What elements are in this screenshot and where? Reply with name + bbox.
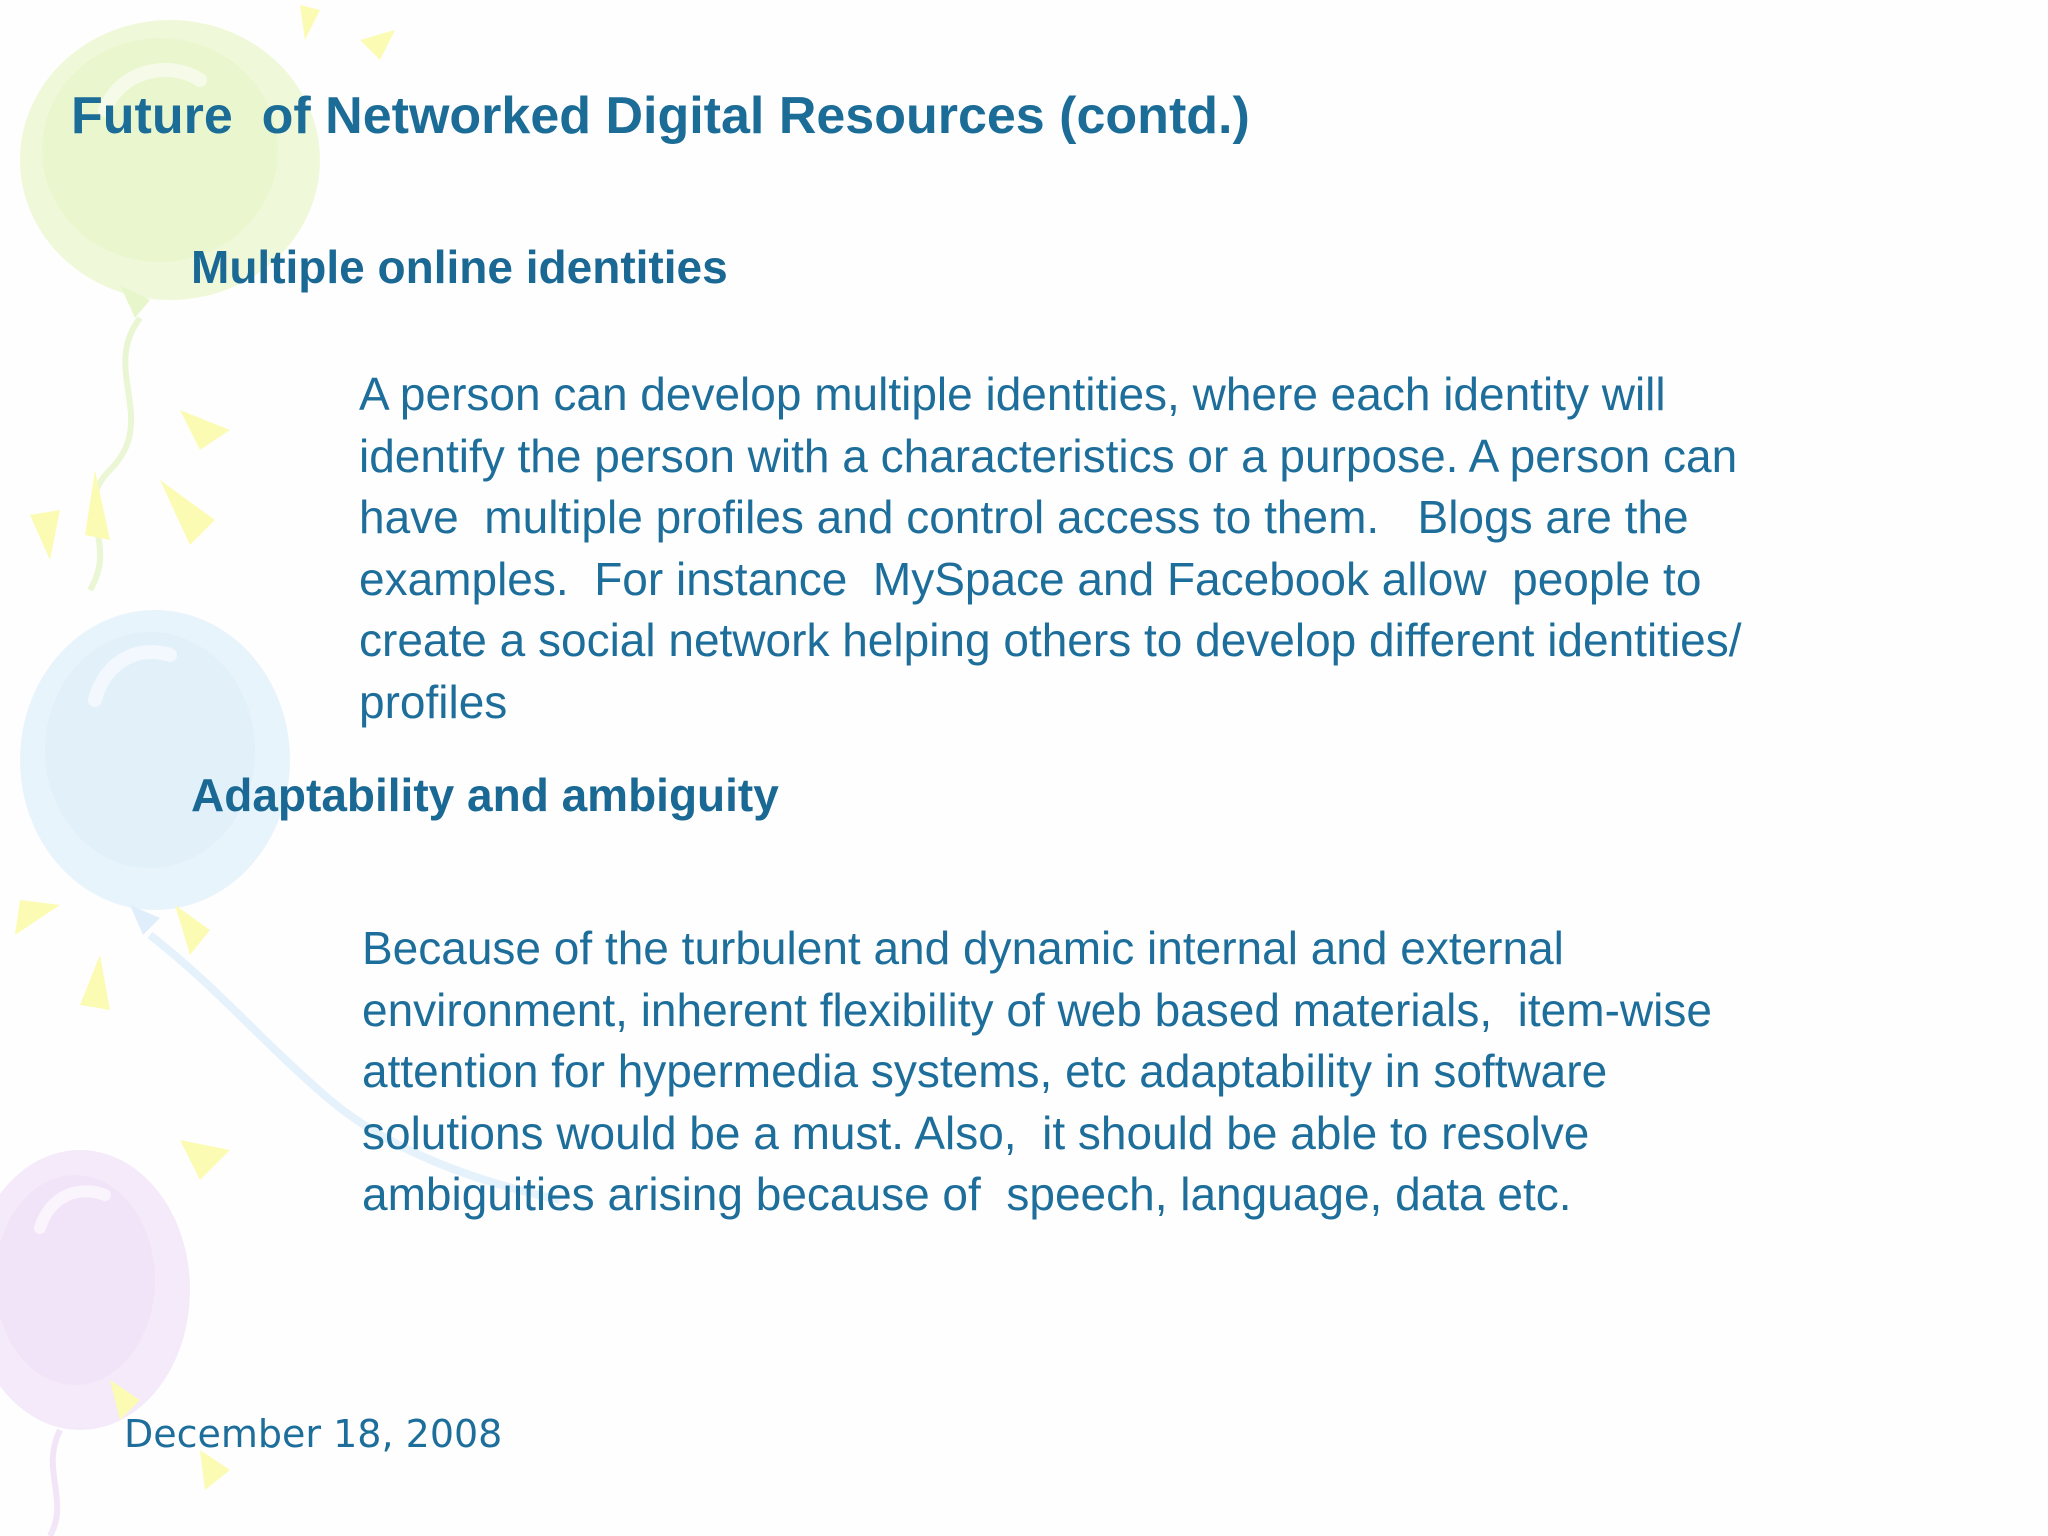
section-heading-adaptability-and-ambiguity: Adaptability and ambiguity	[191, 769, 779, 821]
body-line: ambiguities arising because of speech, language, data etc.	[362, 1168, 1572, 1220]
body-line: Because of the turbulent and dynamic internal and external	[362, 922, 1564, 974]
body-line: have multiple profiles and control access to them. Blogs are the	[359, 491, 1689, 543]
body-line: solutions would be a must. Also, it should be able to resolve	[362, 1106, 1590, 1159]
slide-title: Future of Networked Digital Resources (contd.)	[71, 87, 1250, 145]
body-line: A person can develop multiple identities, where each identity will	[359, 368, 1666, 420]
body-line: attention for hypermedia systems, etc adaptability in software	[362, 1045, 1608, 1097]
section-heading-multiple-online-identities: Multiple online identities	[191, 241, 728, 293]
purple-balloon-icon	[0, 1150, 190, 1536]
body-line: environment, inherent flexibility of web based materials, item-wise	[362, 983, 1712, 1036]
body-line: examples. For instance MySpace and Facebook allow people to	[359, 552, 1702, 605]
footer-date: December 18, 2008	[124, 1412, 503, 1456]
body-line: create a social network helping others to develop different identities/	[359, 614, 1742, 666]
body-line: identify the person with a characteristics or a purpose. A person can	[359, 429, 1738, 482]
section-body-adaptability-and-ambiguity	[362, 918, 1712, 1226]
body-line: profiles	[359, 675, 508, 728]
section-body-multiple-online-identities	[359, 364, 1742, 733]
